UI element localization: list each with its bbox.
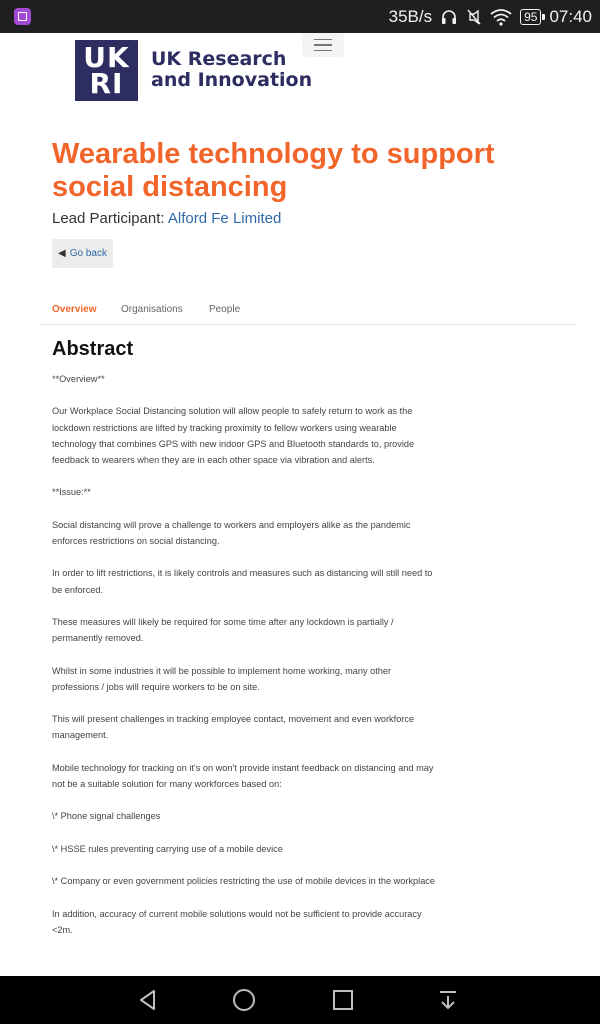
logo-wordmark[interactable] xyxy=(151,49,312,91)
battery-icon: 95 xyxy=(520,9,541,25)
abstract-heading: Abstract xyxy=(52,338,134,360)
abstract-paragraph: Mobile technology for tracking on it's on won't provide instant feedback on distancing and may not be a suitable solution for many workforces based on: xyxy=(52,762,434,789)
clock: 07:40 xyxy=(549,6,592,26)
gallery-icon xyxy=(14,8,31,25)
abstract-paragraph: **Issue:** xyxy=(52,487,91,498)
abstract-paragraph: In addition, accuracy of current mobile solutions would not be sufficient to provide accuracy <2m. xyxy=(52,908,422,935)
abstract-paragraph: \* HSSE rules preventing carrying use of a mobile device xyxy=(52,843,283,854)
page-title: Wearable technology to support social distancing xyxy=(52,138,495,203)
status-indicators xyxy=(389,0,592,33)
lead-participant xyxy=(52,210,281,227)
abstract-paragraph: Our Workplace Social Distancing solution will allow people to safely return to work as the lockdown restrictions are lifted by tracking proximity to fellow workers using wearable technology that combines GPS with new indoor GPS and Bluetooth standards to, provide feedback to wearers when they are in each other space via vibration and alerts. xyxy=(52,406,415,465)
home-icon[interactable] xyxy=(232,988,256,1012)
abstract-paragraph: \* Company or even government policies restricting the use of mobile devices in the workplace xyxy=(52,876,436,887)
ukri-logo[interactable] xyxy=(75,40,138,101)
logo-line-2: RI xyxy=(89,66,124,100)
mute-icon xyxy=(466,8,482,26)
logo-line-1: UK xyxy=(83,40,130,74)
status-bar xyxy=(0,0,600,33)
tab-bar xyxy=(40,298,576,325)
logo-text-line-1: UK Research xyxy=(151,48,287,70)
tab-people[interactable]: People xyxy=(209,304,241,315)
recents-icon[interactable] xyxy=(331,988,355,1012)
back-icon[interactable] xyxy=(136,988,160,1012)
tab-overview[interactable]: Overview xyxy=(52,304,97,315)
go-back-label: Go back xyxy=(69,248,107,259)
lead-participant-link[interactable]: Alford Fe Limited xyxy=(167,210,282,227)
hamburger-icon[interactable] xyxy=(302,33,344,57)
abstract-paragraph: These measures will likely be required for some time after any lockdown is partially / permanently removed. xyxy=(52,616,394,644)
chevron-left-icon: ◀ xyxy=(58,248,66,259)
navigation-bar xyxy=(0,976,600,1024)
abstract-body xyxy=(52,371,436,954)
tab-organisations[interactable]: Organisations xyxy=(121,304,183,315)
lead-label: Lead Participant: xyxy=(52,210,165,227)
abstract-paragraph: Whilst in some industries it will be possible to implement home working, many other professions / jobs will require workers to be on site. xyxy=(52,665,392,692)
abstract-paragraph: **Overview** xyxy=(52,374,105,384)
logo-text-line-2: and Innovation xyxy=(151,69,313,91)
abstract-paragraph: This will present challenges in tracking employee contact, movement and even workforce management. xyxy=(52,714,415,741)
headphones-icon xyxy=(440,8,458,26)
abstract-paragraph: \* Phone signal challenges xyxy=(52,811,161,822)
network-speed: 35B/s xyxy=(388,6,433,26)
download-icon[interactable] xyxy=(436,988,460,1012)
wifi-icon xyxy=(490,8,512,26)
abstract-paragraph: Social distancing will prove a challenge to workers and employers alike as the pandemic enforces restrictions on social distancing. xyxy=(52,519,411,546)
abstract-paragraph: In order to lift restrictions, it is likely controls and measures such as distancing will still need to be enforced. xyxy=(52,568,433,595)
go-back-button[interactable] xyxy=(52,239,113,268)
